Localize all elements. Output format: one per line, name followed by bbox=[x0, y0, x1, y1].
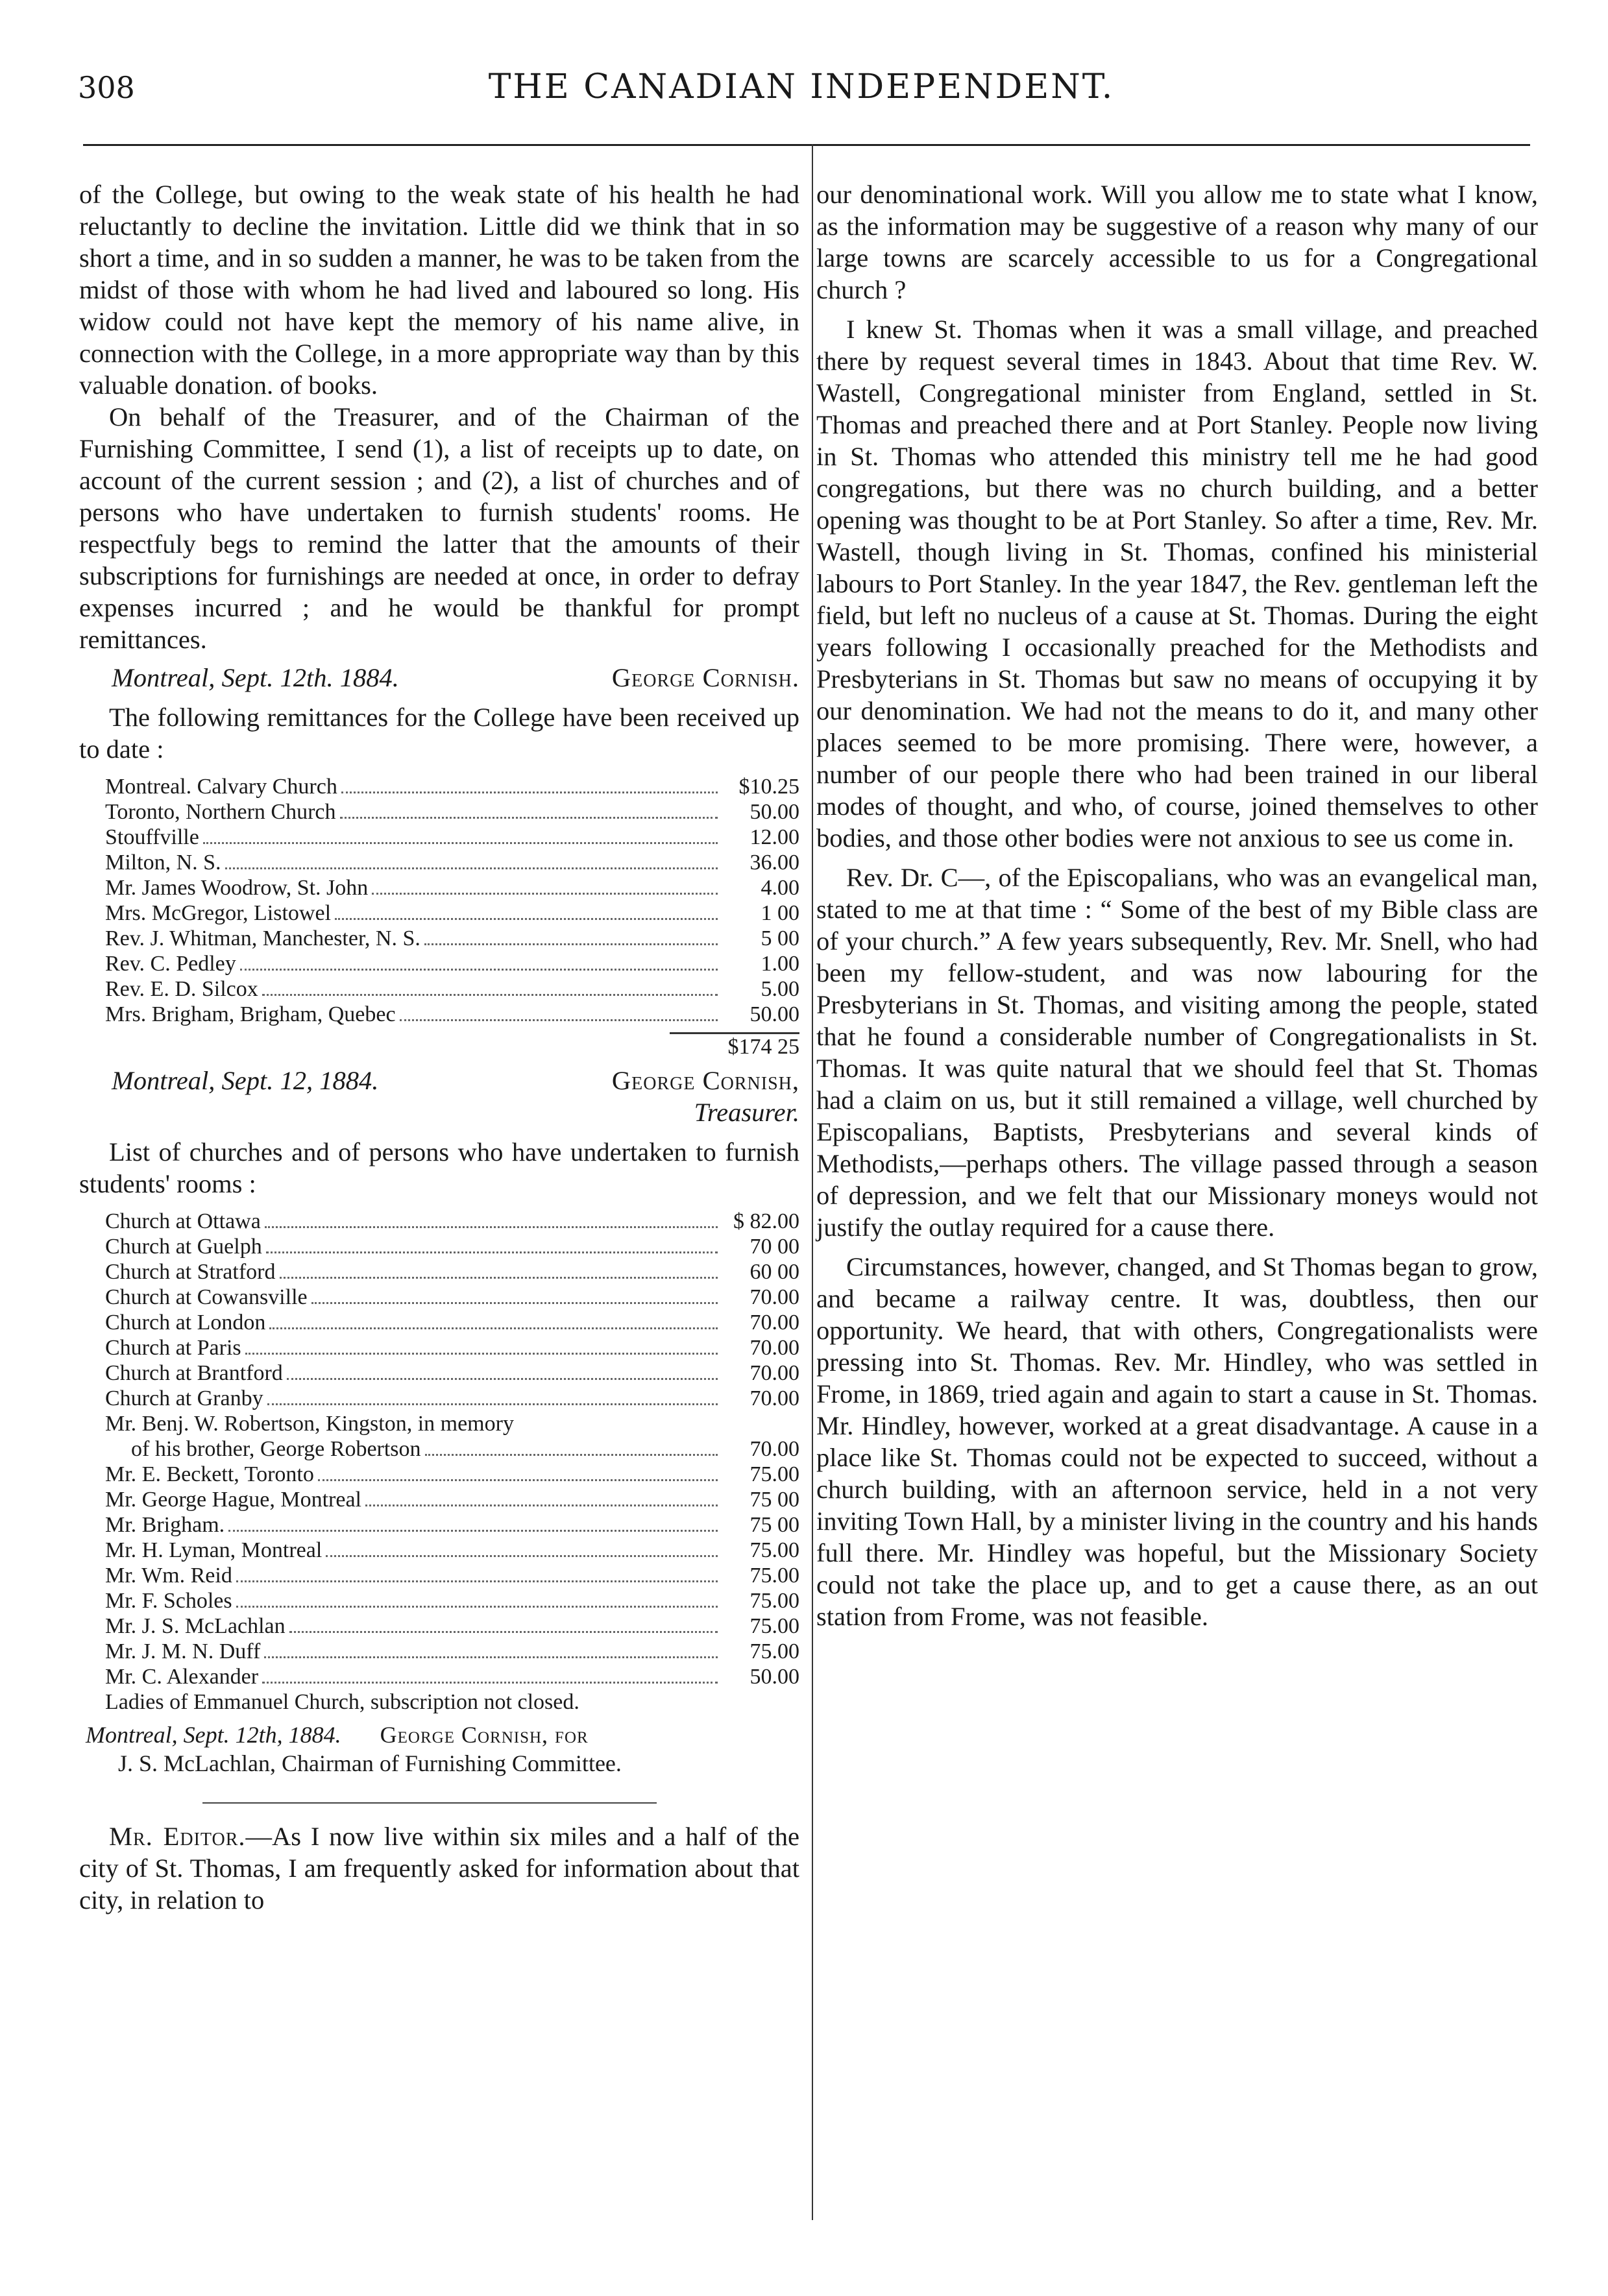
ledger-name: Mr. James Woodrow, St. John bbox=[105, 876, 369, 900]
leader-dots bbox=[425, 1454, 718, 1456]
ledger-amount: 70.00 bbox=[749, 1386, 799, 1410]
leader-dots bbox=[280, 1277, 718, 1279]
leader-dots bbox=[264, 1656, 718, 1658]
ledger-name: Mrs. Brigham, Brigham, Quebec bbox=[105, 1002, 396, 1026]
leader-dots bbox=[340, 817, 718, 819]
ledger-amount: 70.00 bbox=[749, 1285, 799, 1309]
ledger-amount: 75 00 bbox=[749, 1488, 799, 1512]
paragraph: of the College, but owing to the weak state of his health he had reluctantly to decline the invitation. Little did we think that in so short a time, and in so sudden a manner, he was to be taken from the midst of those with whom he had lived and laboured so long. His widow could not have kept the memory of his name alive, in connection with the College, in a more appropriate way than by this valuable donation. of books. bbox=[79, 180, 799, 400]
paragraph: The following remittances for the College have been received up to date : bbox=[79, 703, 799, 764]
ledger-name: Mr. Wm. Reid bbox=[105, 1564, 232, 1588]
ledger-row bbox=[105, 1512, 799, 1538]
ledger-row bbox=[105, 1588, 799, 1613]
ledger-row bbox=[105, 1360, 799, 1386]
ledger-name: Milton, N. S. bbox=[105, 851, 221, 875]
leader-dots bbox=[267, 1403, 718, 1405]
paragraph bbox=[79, 1820, 799, 1916]
leader-dots bbox=[203, 842, 718, 844]
ledger-row bbox=[105, 875, 799, 900]
paragraph: our denominational work. Will you allow me to state what I know, as the information may be suggestive of a reason why many of our large towns are scarcely accessible to us for a Congregational church ? bbox=[816, 180, 1538, 304]
letter-text: —As I now live within six miles and a half of the city of St. Thomas, I am frequently asked for information about that city, in relation to bbox=[79, 1822, 799, 1915]
signature-name: George Cornish, for bbox=[380, 1722, 589, 1748]
leader-dots bbox=[236, 1580, 718, 1582]
ledger-name: Church at London bbox=[105, 1311, 266, 1335]
ledger-row bbox=[105, 774, 799, 799]
paragraph: List of churches and of persons who have undertaken to furnish students' rooms : bbox=[79, 1137, 799, 1198]
ledger-amount: 36.00 bbox=[749, 851, 799, 875]
ledger-amount: 70.00 bbox=[749, 1437, 799, 1461]
ledger-row bbox=[105, 850, 799, 875]
leader-dots bbox=[335, 918, 718, 920]
signature-name: George Cornish, bbox=[611, 1066, 799, 1095]
ledger-row bbox=[105, 1639, 799, 1664]
ledger-row bbox=[105, 825, 799, 850]
leader-dots bbox=[228, 1530, 718, 1532]
section-rule bbox=[202, 1802, 657, 1804]
ledger-name: Church at Cowansville bbox=[105, 1285, 308, 1309]
ledger-amount: 75.00 bbox=[749, 1639, 799, 1663]
ledger-amount: $10.25 bbox=[738, 775, 799, 799]
page-header bbox=[71, 65, 1531, 117]
ledger-name: Mr. Benj. W. Robertson, Kingston, in memory bbox=[105, 1412, 514, 1436]
ledger-amount: 75.00 bbox=[749, 1462, 799, 1486]
header-rule bbox=[83, 144, 1530, 146]
ledger-amount: $ 82.00 bbox=[733, 1209, 799, 1233]
ledger-amount: 75 00 bbox=[749, 1513, 799, 1537]
leader-dots bbox=[265, 1226, 718, 1228]
ledger-name: Toronto, Northern Church bbox=[105, 800, 336, 824]
leader-dots bbox=[240, 969, 718, 971]
leader-dots bbox=[287, 1378, 718, 1380]
ledger-name: of his brother, George Robertson bbox=[131, 1437, 421, 1461]
paragraph: Rev. Dr. C—, of the Episcopalians, who was an evangelical man, stated to me at that time : “ Some of the best of my Bible class are of your church.” A few years subsequently, Rev. Mr. Snell, who had been my fellow-student, and was now labouring for the Presbyterians in St. Thomas, and visiting among the people, stated that he found a considerable number of Congregationalists in St. Thomas. It was quite natural that we should feel that St. Thomas had a claim on us, but it still remained a village, well churched by Episcopalians, Baptists, Presbyterians and several kinds of Methodists,—perhaps others. The village passed through a season of depression, and we felt that our Missionary moneys would not justify the outlay required for a cause there. bbox=[816, 863, 1538, 1242]
ledger-amount: 5.00 bbox=[761, 977, 799, 1001]
ledger-row bbox=[105, 1285, 799, 1310]
left-column bbox=[79, 178, 799, 1916]
leader-dots bbox=[372, 893, 718, 895]
signature-title: J. S. McLachlan, Chairman of Furnishing Committee. bbox=[118, 1750, 622, 1776]
ledger-row bbox=[105, 1613, 799, 1639]
leader-dots bbox=[400, 1019, 718, 1021]
paragraph: On behalf of the Treasurer, and of the Chairman of the Furnishing Committee, I send (1), a list of receipts up to date, on account of the current session ; and (2), a list of churches and of persons who have undertaken to furnish students' rooms. He respectfuly begs to remind the latter that the amounts of their subscriptions for furnishings are needed at once, in order to defray expenses incurred ; and he would be thankful for prompt remittances. bbox=[79, 402, 799, 654]
ledger-name: Rev. J. Whitman, Manchester, N. S. bbox=[105, 926, 420, 950]
letter-salutation: Mr. Editor. bbox=[109, 1822, 246, 1851]
ledger-row bbox=[105, 1386, 799, 1411]
paragraph: I knew St. Thomas when it was a small village, and preached there by request several times in 1843. About that time Rev. W. Wastell, Congregational minister from England, settled in St. Thomas and preached there and at Port Stanley. People now living in St. Thomas who attended this ministry tell me he had good congregations, but there was no church building, and a better opening was thought to be at Port Stanley. So after a time, Rev. Mr. Wastell, though living in St. Thomas, confined his ministerial labours to Port Stanley. In the year 1847, the Rev. gentleman left the field, but left no nucleus of a cause at St. Thomas. During the eight years following I occasionally preached for the Methodists and Presbyterians in St. Thomas but saw no means of occupying it by our denomination. We had not the means to do it, and many other places seemed to be more promising. There were, however, a number of our people there who had been trained in our liberal modes of thought, and who, of course, joined themselves to other bodies, and those other bodies were not anxious to see us come in. bbox=[816, 315, 1538, 852]
ledger-row bbox=[105, 1411, 799, 1462]
ledger-amount: 50.00 bbox=[749, 1002, 799, 1026]
signature-name: George Cornish. bbox=[611, 663, 799, 692]
ledger-name: Mr. H. Lyman, Montreal bbox=[105, 1538, 323, 1562]
ledger-row bbox=[105, 1002, 799, 1027]
ledger-amount: 75.00 bbox=[749, 1538, 799, 1562]
remittances-list bbox=[79, 774, 799, 1059]
ledger-name: Mr. E. Beckett, Toronto bbox=[105, 1462, 314, 1486]
leader-dots bbox=[365, 1504, 718, 1506]
ledger-amount: 70.00 bbox=[749, 1311, 799, 1335]
ledger-name: Church at Granby bbox=[105, 1386, 263, 1410]
ledger-amount: 75.00 bbox=[749, 1564, 799, 1588]
ledger-name: Church at Stratford bbox=[105, 1260, 276, 1284]
journal-title: THE CANADIAN INDEPENDENT. bbox=[488, 67, 1115, 106]
ledger-name: Church at Brantford bbox=[105, 1361, 283, 1385]
ledger-row bbox=[105, 926, 799, 951]
ledger-row bbox=[105, 951, 799, 976]
ledger-name: Mr. F. Scholes bbox=[105, 1589, 232, 1613]
ledger-name: Mr. C. Alexander bbox=[105, 1665, 259, 1689]
leader-dots bbox=[245, 1353, 718, 1355]
signature bbox=[79, 1721, 799, 1778]
ledger-row bbox=[105, 1209, 799, 1234]
ledger-name: Montreal. Calvary Church bbox=[105, 775, 337, 799]
ledger-row bbox=[105, 1259, 799, 1285]
ledger-amount: 70.00 bbox=[749, 1336, 799, 1360]
ledger-row bbox=[105, 1538, 799, 1563]
ledger-name: Church at Paris bbox=[105, 1336, 241, 1360]
ledger-name: Church at Guelph bbox=[105, 1235, 262, 1259]
ledger-row bbox=[105, 1664, 799, 1689]
leader-dots bbox=[326, 1555, 718, 1557]
ledger-name: Mr. George Hague, Montreal bbox=[105, 1488, 361, 1512]
leader-dots bbox=[341, 792, 718, 793]
ledger-amount: 1 00 bbox=[761, 901, 799, 925]
page-number: 308 bbox=[78, 70, 135, 105]
leader-dots bbox=[318, 1479, 718, 1481]
ledger-amount: 70 00 bbox=[749, 1235, 799, 1259]
ledger-row bbox=[105, 1310, 799, 1335]
signature bbox=[79, 1065, 799, 1128]
ledger-name: Mr. J. S. McLachlan bbox=[105, 1614, 286, 1638]
ledger-row bbox=[105, 900, 799, 926]
ledger-row bbox=[105, 1335, 799, 1360]
ledger-name: Rev. E. D. Silcox bbox=[105, 977, 258, 1001]
ledger-amount: 75.00 bbox=[749, 1614, 799, 1638]
ledger-name: Mr. Brigham. bbox=[105, 1513, 225, 1537]
leader-dots bbox=[269, 1327, 718, 1329]
rooms-list bbox=[79, 1209, 799, 1715]
ledger-name: Church at Ottawa bbox=[105, 1209, 261, 1233]
ledger-amount: 50.00 bbox=[749, 800, 799, 824]
leader-dots bbox=[266, 1251, 718, 1253]
ledger-row bbox=[105, 1462, 799, 1487]
remittances-total: $174 25 bbox=[727, 1035, 799, 1059]
ledger-name: Mrs. McGregor, Listowel bbox=[105, 901, 332, 925]
leader-dots bbox=[262, 994, 718, 996]
signature-title: Treasurer. bbox=[694, 1098, 799, 1127]
ledger-row bbox=[105, 1234, 799, 1259]
leader-dots bbox=[225, 867, 718, 869]
ledger-amount: 70.00 bbox=[749, 1361, 799, 1385]
ledger-name: Stouffville bbox=[105, 825, 199, 849]
ledger-note: Ladies of Emmanuel Church, subscription not closed. bbox=[105, 1690, 579, 1714]
right-column bbox=[816, 178, 1538, 1632]
leader-dots bbox=[289, 1631, 718, 1633]
ledger-amount: 4.00 bbox=[761, 876, 799, 900]
leader-dots bbox=[236, 1606, 718, 1608]
ledger-amount: 5 00 bbox=[761, 926, 799, 950]
ledger-name: Rev. C. Pedley bbox=[105, 952, 236, 976]
ledger-amount: 50.00 bbox=[749, 1665, 799, 1689]
paragraph: Circumstances, however, changed, and St Thomas began to grow, and became a railway centre. It was, doubtless, then our opportunity. We heard, that with others, Congregationalists were pressing into St. Thomas. Rev. Mr. Hindley, who was settled in Frome, in 1869, tried again and again to start a cause in St. Thomas. Mr. Hindley, however, worked at a great disadvantage. A cause in a place like St. Thomas could not be expected to succeed, without a church building, with an afternoon service, held in a not very inviting Town Hall, by a minister living in the country and his hands full there. Mr. Hindley was hopeful, but the Missionary Society could not take the place up, and to get a cause there, as an out station from Frome, was not feasible. bbox=[816, 1252, 1538, 1631]
leader-dots bbox=[311, 1302, 718, 1304]
column-divider bbox=[812, 144, 813, 2220]
ledger-row bbox=[105, 799, 799, 825]
ledger-row bbox=[105, 1487, 799, 1512]
leader-dots bbox=[424, 943, 718, 945]
ledger-amount: 1.00 bbox=[761, 952, 799, 976]
ledger-amount: 75.00 bbox=[749, 1589, 799, 1613]
ledger-name: Mr. J. M. N. Duff bbox=[105, 1639, 261, 1663]
signature-date: Montreal, Sept. 12, 1884. bbox=[112, 1066, 379, 1095]
signature-date: Montreal, Sept. 12th. 1884. bbox=[112, 663, 399, 692]
ledger-amount: 12.00 bbox=[749, 825, 799, 849]
leader-dots bbox=[262, 1682, 718, 1684]
ledger-amount: 60 00 bbox=[749, 1260, 799, 1284]
ledger-row bbox=[105, 976, 799, 1002]
ledger-row bbox=[105, 1563, 799, 1588]
signature bbox=[79, 662, 799, 694]
signature-date: Montreal, Sept. 12th, 1884. bbox=[86, 1722, 341, 1748]
